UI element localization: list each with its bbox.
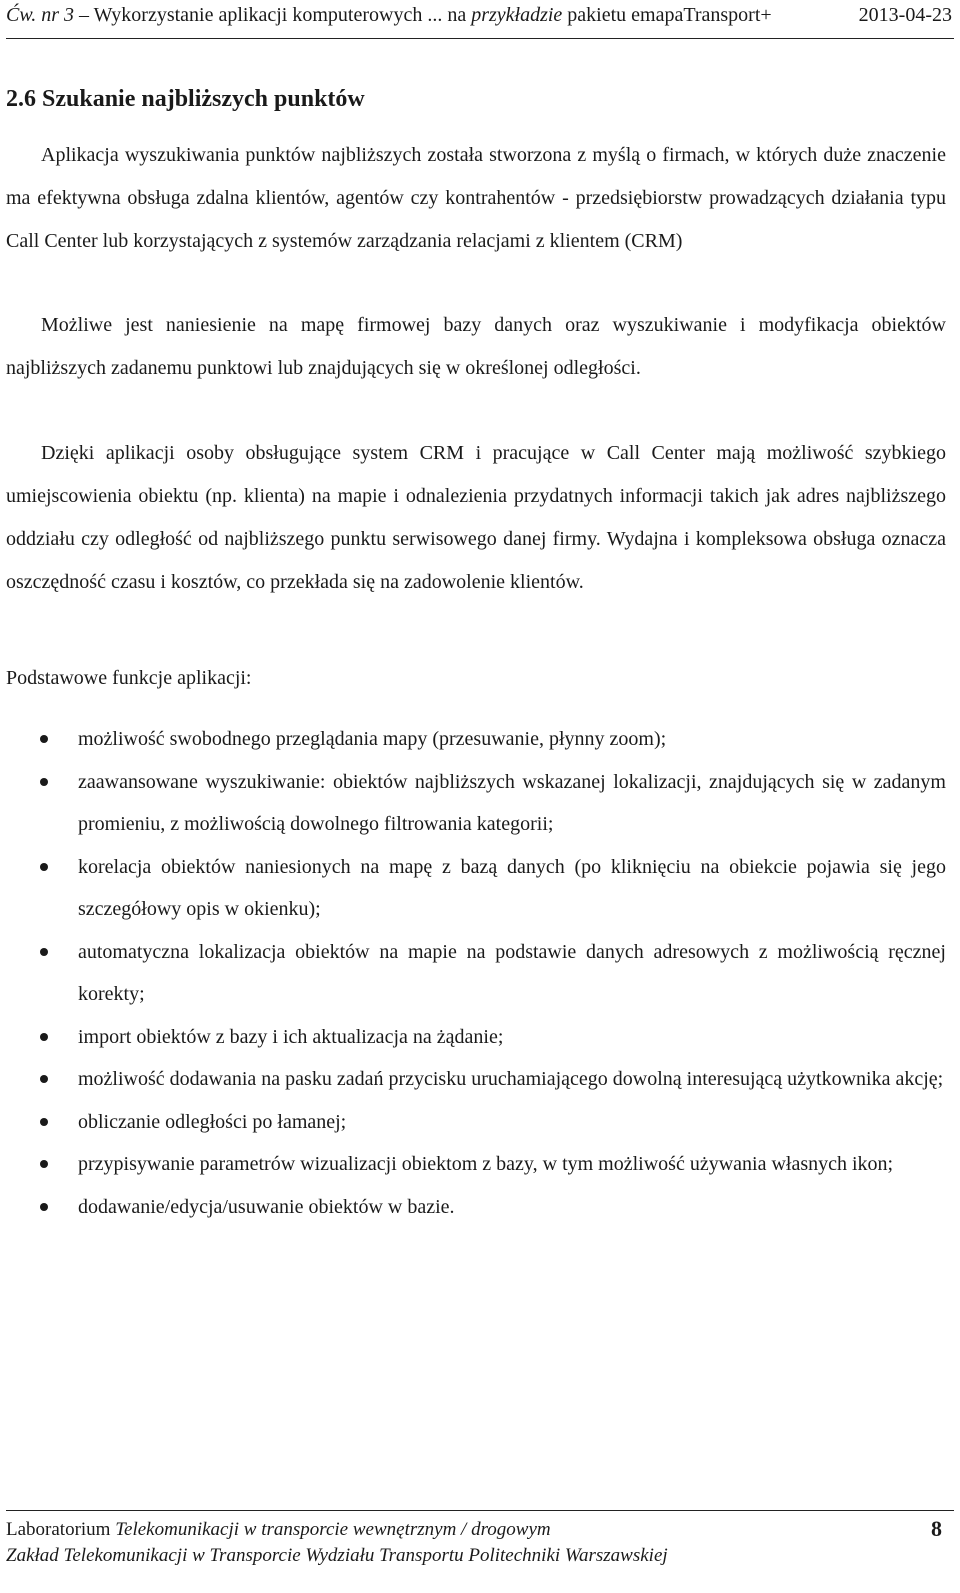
footer-department-line (6, 1544, 944, 1568)
bullet-icon (40, 1160, 48, 1168)
footer-lab-course: Telekomunikacji w transporcie wewnętrznym / drogowym (115, 1519, 551, 1540)
header-divider (6, 38, 954, 39)
bullet-icon (40, 1203, 48, 1211)
list-item (6, 846, 946, 931)
list-item-text: obliczanie odległości po łamanej; (78, 1110, 347, 1133)
list-item (6, 761, 946, 846)
header-title (6, 2, 772, 28)
header-exercise: Ćw. nr 3 (6, 4, 74, 26)
list-item-text: możliwość swobodnego przeglądania mapy (przesuwanie, płynny zoom); (78, 728, 667, 750)
list-item-text: automatyczna lokalizacja obiektów na mapie na podstawie danych adresowych z możliwością ręcznej korekty; (78, 940, 946, 1005)
list-item (6, 1101, 946, 1144)
bullet-icon (40, 1118, 48, 1126)
bullet-icon (40, 948, 48, 956)
paragraph-2-block (6, 304, 946, 390)
list-item-text: import obiektów z bazy i ich aktualizacja na żądanie; (78, 1025, 504, 1048)
paragraph-3: Dzięki aplikacji osoby obsługujące system CRM i pracujące w Call Center mają możliwość szybkiego umiejscowienia obiektu (np. klienta) na mapie i odnalezienia przydatnych informacji takich jak adres najbliższego oddziału czy odległość od najbliższego punktu serwisowego danej firmy. Wydajna i kompleksowa obsługa oznacza oszczędność czasu i kosztów, co przekłada się na zadowolenie klientów. (6, 442, 946, 593)
header-example-word: przykładzie (471, 4, 563, 26)
bullet-icon (40, 1075, 48, 1083)
list-item (6, 1058, 946, 1101)
paragraph-1-block (6, 134, 946, 263)
footer-department: Zakład Telekomunikacji w Transporcie Wydziału Transportu Politechniki Warszawskiej (6, 1545, 668, 1566)
page-header (6, 2, 952, 32)
footer-divider (6, 1510, 954, 1511)
list-item (6, 1016, 946, 1059)
bullet-icon (40, 778, 48, 786)
paragraph-3-block (6, 432, 946, 604)
bullet-icon (40, 1033, 48, 1041)
paragraph-1: Aplikacja wyszukiwania punktów najbliższych została stworzona z myślą o firmach, w których duże znaczenie ma efektywna obsługa zdalna klientów, agentów czy kontrahentów - przedsiębiorstw prowadzących działania typu Call Center lub korzystających z systemów zarządzania relacjami z klientem (CRM) (6, 144, 946, 252)
list-item-text: zaawansowane wyszukiwanie: obiektów najbliższych wskazanej lokalizacji, znajdujących się w zadanym promieniu, z możliwością dowolnego filtrowania kategorii; (78, 770, 946, 835)
header-separator: – Wykorzystanie aplikacji komputerowych ... na (73, 4, 472, 26)
page-number: 8 (931, 1516, 942, 1541)
footer-lab-prefix: Laboratorium (6, 1519, 116, 1540)
list-item (6, 931, 946, 1016)
list-item-text: korelacja obiektów naniesionych na mapę z bazą danych (po kliknięciu na obiekcie pojawia się jego szczegółowy opis w okienku); (78, 855, 946, 920)
header-date: 2013-04-23 (858, 4, 952, 26)
list-item-text: dodawanie/edycja/usuwanie obiektów w bazie. (78, 1195, 455, 1218)
list-item-text: możliwość dodawania na pasku zadań przycisku uruchamiającego dowolną interesującą użytkownika akcję; (78, 1068, 944, 1090)
list-item (6, 718, 946, 761)
list-item (6, 1143, 946, 1186)
features-intro: Podstawowe funkcje aplikacji: (6, 667, 252, 689)
bullet-icon (40, 735, 48, 743)
list-item (6, 1186, 946, 1229)
paragraph-2: Możliwe jest naniesienie na mapę firmowej bazy danych oraz wyszukiwanie i modyfikacja obiektów najbliższych zadanemu punktowi lub znajdujących się w określonej odległości. (6, 314, 946, 379)
header-package: pakietu emapaTransport+ (562, 4, 772, 26)
list-item-text: przypisywanie parametrów wizualizacji obiektom z bazy, w tym możliwość używania własnych ikon; (78, 1153, 894, 1175)
bullet-icon (40, 863, 48, 871)
section-heading: 2.6 Szukanie najbliższych punktów (6, 86, 365, 112)
features-list (6, 718, 946, 1228)
footer-lab-line (6, 1518, 944, 1542)
